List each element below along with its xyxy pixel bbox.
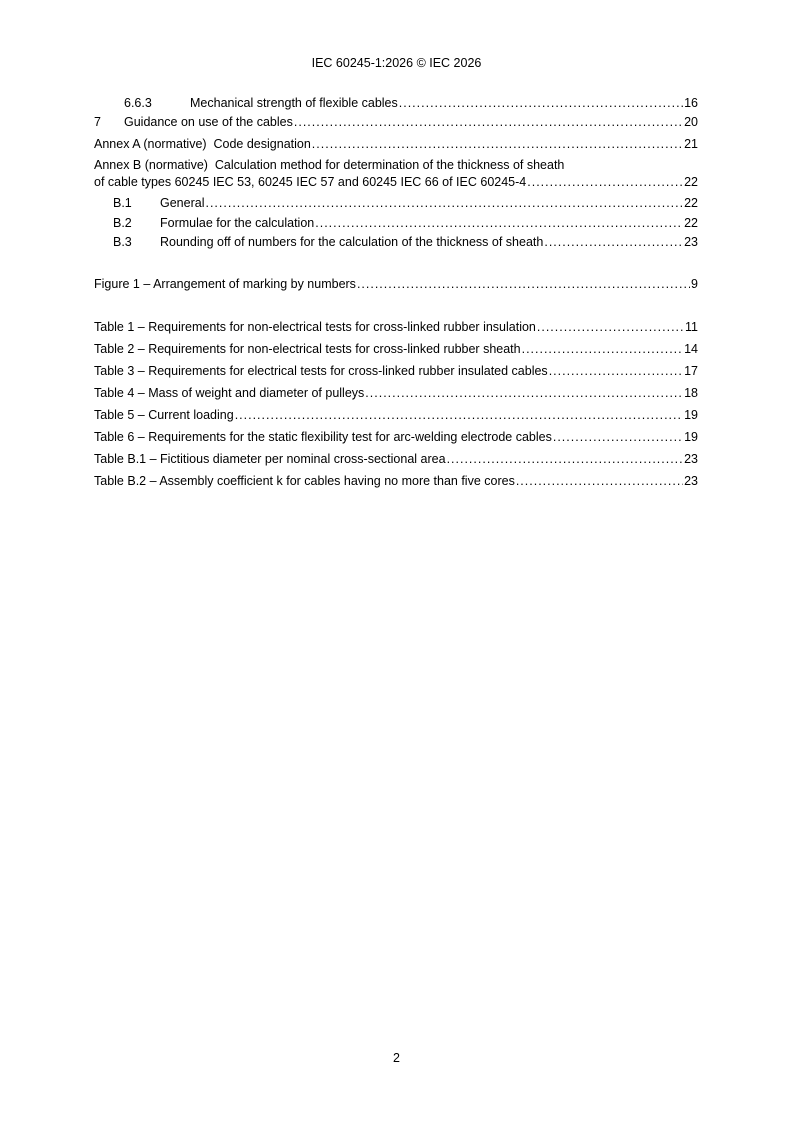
toc-entry-title: General — [160, 196, 205, 210]
toc-entry-title: Mechanical strength of flexible cables — [190, 96, 398, 110]
figure-entry-1[interactable] — [94, 276, 698, 292]
toc-entry-page: 20 — [684, 115, 698, 129]
table-entry-title: Table 2 – Requirements for non-electrical tests for cross-linked rubber sheath — [94, 342, 521, 356]
toc-entry-title: Rounding off of numbers for the calculation of the thickness of sheath — [160, 235, 544, 249]
leader-dots — [365, 385, 683, 401]
table-entry-title: Table 3 – Requirements for electrical tests for cross-linked rubber insulated cables — [94, 364, 548, 378]
toc-entry-page: 22 — [684, 196, 698, 210]
toc-entry-title: Guidance on use of the cables — [124, 115, 293, 129]
table-entry-page: 14 — [684, 342, 698, 356]
leader-dots — [553, 429, 683, 445]
toc-entry-6-6-3[interactable] — [94, 95, 698, 111]
toc-entry-b3[interactable] — [94, 234, 698, 250]
toc-entry-b1[interactable] — [94, 195, 698, 211]
toc-entry-number: 6.6.3 — [124, 96, 152, 110]
table-entry-3[interactable] — [94, 363, 698, 379]
table-entry-4[interactable] — [94, 385, 698, 401]
leader-dots — [544, 234, 683, 250]
toc-entry-title: of cable types 60245 IEC 53, 60245 IEC 57 and 60245 IEC 66 of IEC 60245-4 — [94, 175, 527, 189]
table-entry-title: Table 1 – Requirements for non-electrical tests for cross-linked rubber insulation — [94, 320, 536, 334]
table-entry-page: 19 — [684, 408, 698, 422]
leader-dots — [537, 319, 684, 335]
page-header: IEC 60245-1:2026 © IEC 2026 — [311, 56, 482, 70]
toc-entry-annex-b-line2[interactable] — [94, 174, 698, 190]
leader-dots — [205, 195, 683, 211]
leader-dots — [357, 276, 690, 292]
table-entry-page: 19 — [684, 430, 698, 444]
leader-dots — [235, 407, 683, 423]
table-entry-b2[interactable] — [94, 473, 698, 489]
page-number: 2 — [393, 1051, 400, 1065]
toc-entry-b2[interactable] — [94, 215, 698, 231]
toc-entry-7[interactable] — [94, 114, 698, 130]
table-entry-page: 11 — [685, 320, 698, 334]
table-entry-2[interactable] — [94, 341, 698, 357]
toc-entry-number: B.2 — [113, 216, 132, 230]
toc-entry-annex-b-line1[interactable]: Annex B (normative) Calculation method for determination of the thickness of sheath — [94, 158, 565, 172]
table-entry-title: Table 5 – Current loading — [94, 408, 234, 422]
leader-dots — [315, 215, 683, 231]
toc-entry-number: B.3 — [113, 235, 132, 249]
table-entry-page: 23 — [684, 452, 698, 466]
table-entry-page: 18 — [684, 386, 698, 400]
table-entry-title: Table B.2 – Assembly coefficient k for cables having no more than five cores — [94, 474, 515, 488]
table-entry-title: Table 4 – Mass of weight and diameter of pulleys — [94, 386, 365, 400]
table-entry-title: Table B.1 – Fictitious diameter per nominal cross-sectional area — [94, 452, 446, 466]
leader-dots — [516, 473, 683, 489]
table-entry-title: Table 6 – Requirements for the static flexibility test for arc-welding electrode cables — [94, 430, 552, 444]
table-entry-page: 17 — [684, 364, 698, 378]
table-entry-b1[interactable] — [94, 451, 698, 467]
table-entry-page: 23 — [684, 474, 698, 488]
toc-entry-number: B.1 — [113, 196, 132, 210]
leader-dots — [447, 451, 684, 467]
toc-entry-page: 16 — [684, 96, 698, 110]
leader-dots — [294, 114, 683, 130]
toc-entry-page: 21 — [684, 137, 698, 151]
leader-dots — [549, 363, 683, 379]
toc-entry-annex-a[interactable] — [94, 136, 698, 152]
toc-entry-page: 22 — [684, 216, 698, 230]
figure-entry-title: Figure 1 – Arrangement of marking by numbers — [94, 277, 356, 291]
table-entry-1[interactable] — [94, 319, 698, 335]
toc-entry-title: Formulae for the calculation — [160, 216, 315, 230]
leader-dots — [522, 341, 684, 357]
toc-entry-page: 23 — [684, 235, 698, 249]
figure-entry-page: 9 — [691, 277, 698, 291]
toc-entry-title: Annex A (normative) Code designation — [94, 137, 311, 151]
table-entry-5[interactable] — [94, 407, 698, 423]
leader-dots — [312, 136, 683, 152]
leader-dots — [527, 174, 683, 190]
table-entry-6[interactable] — [94, 429, 698, 445]
toc-entry-page: 22 — [684, 175, 698, 189]
toc-entry-number: 7 — [94, 115, 101, 129]
leader-dots — [399, 95, 683, 111]
